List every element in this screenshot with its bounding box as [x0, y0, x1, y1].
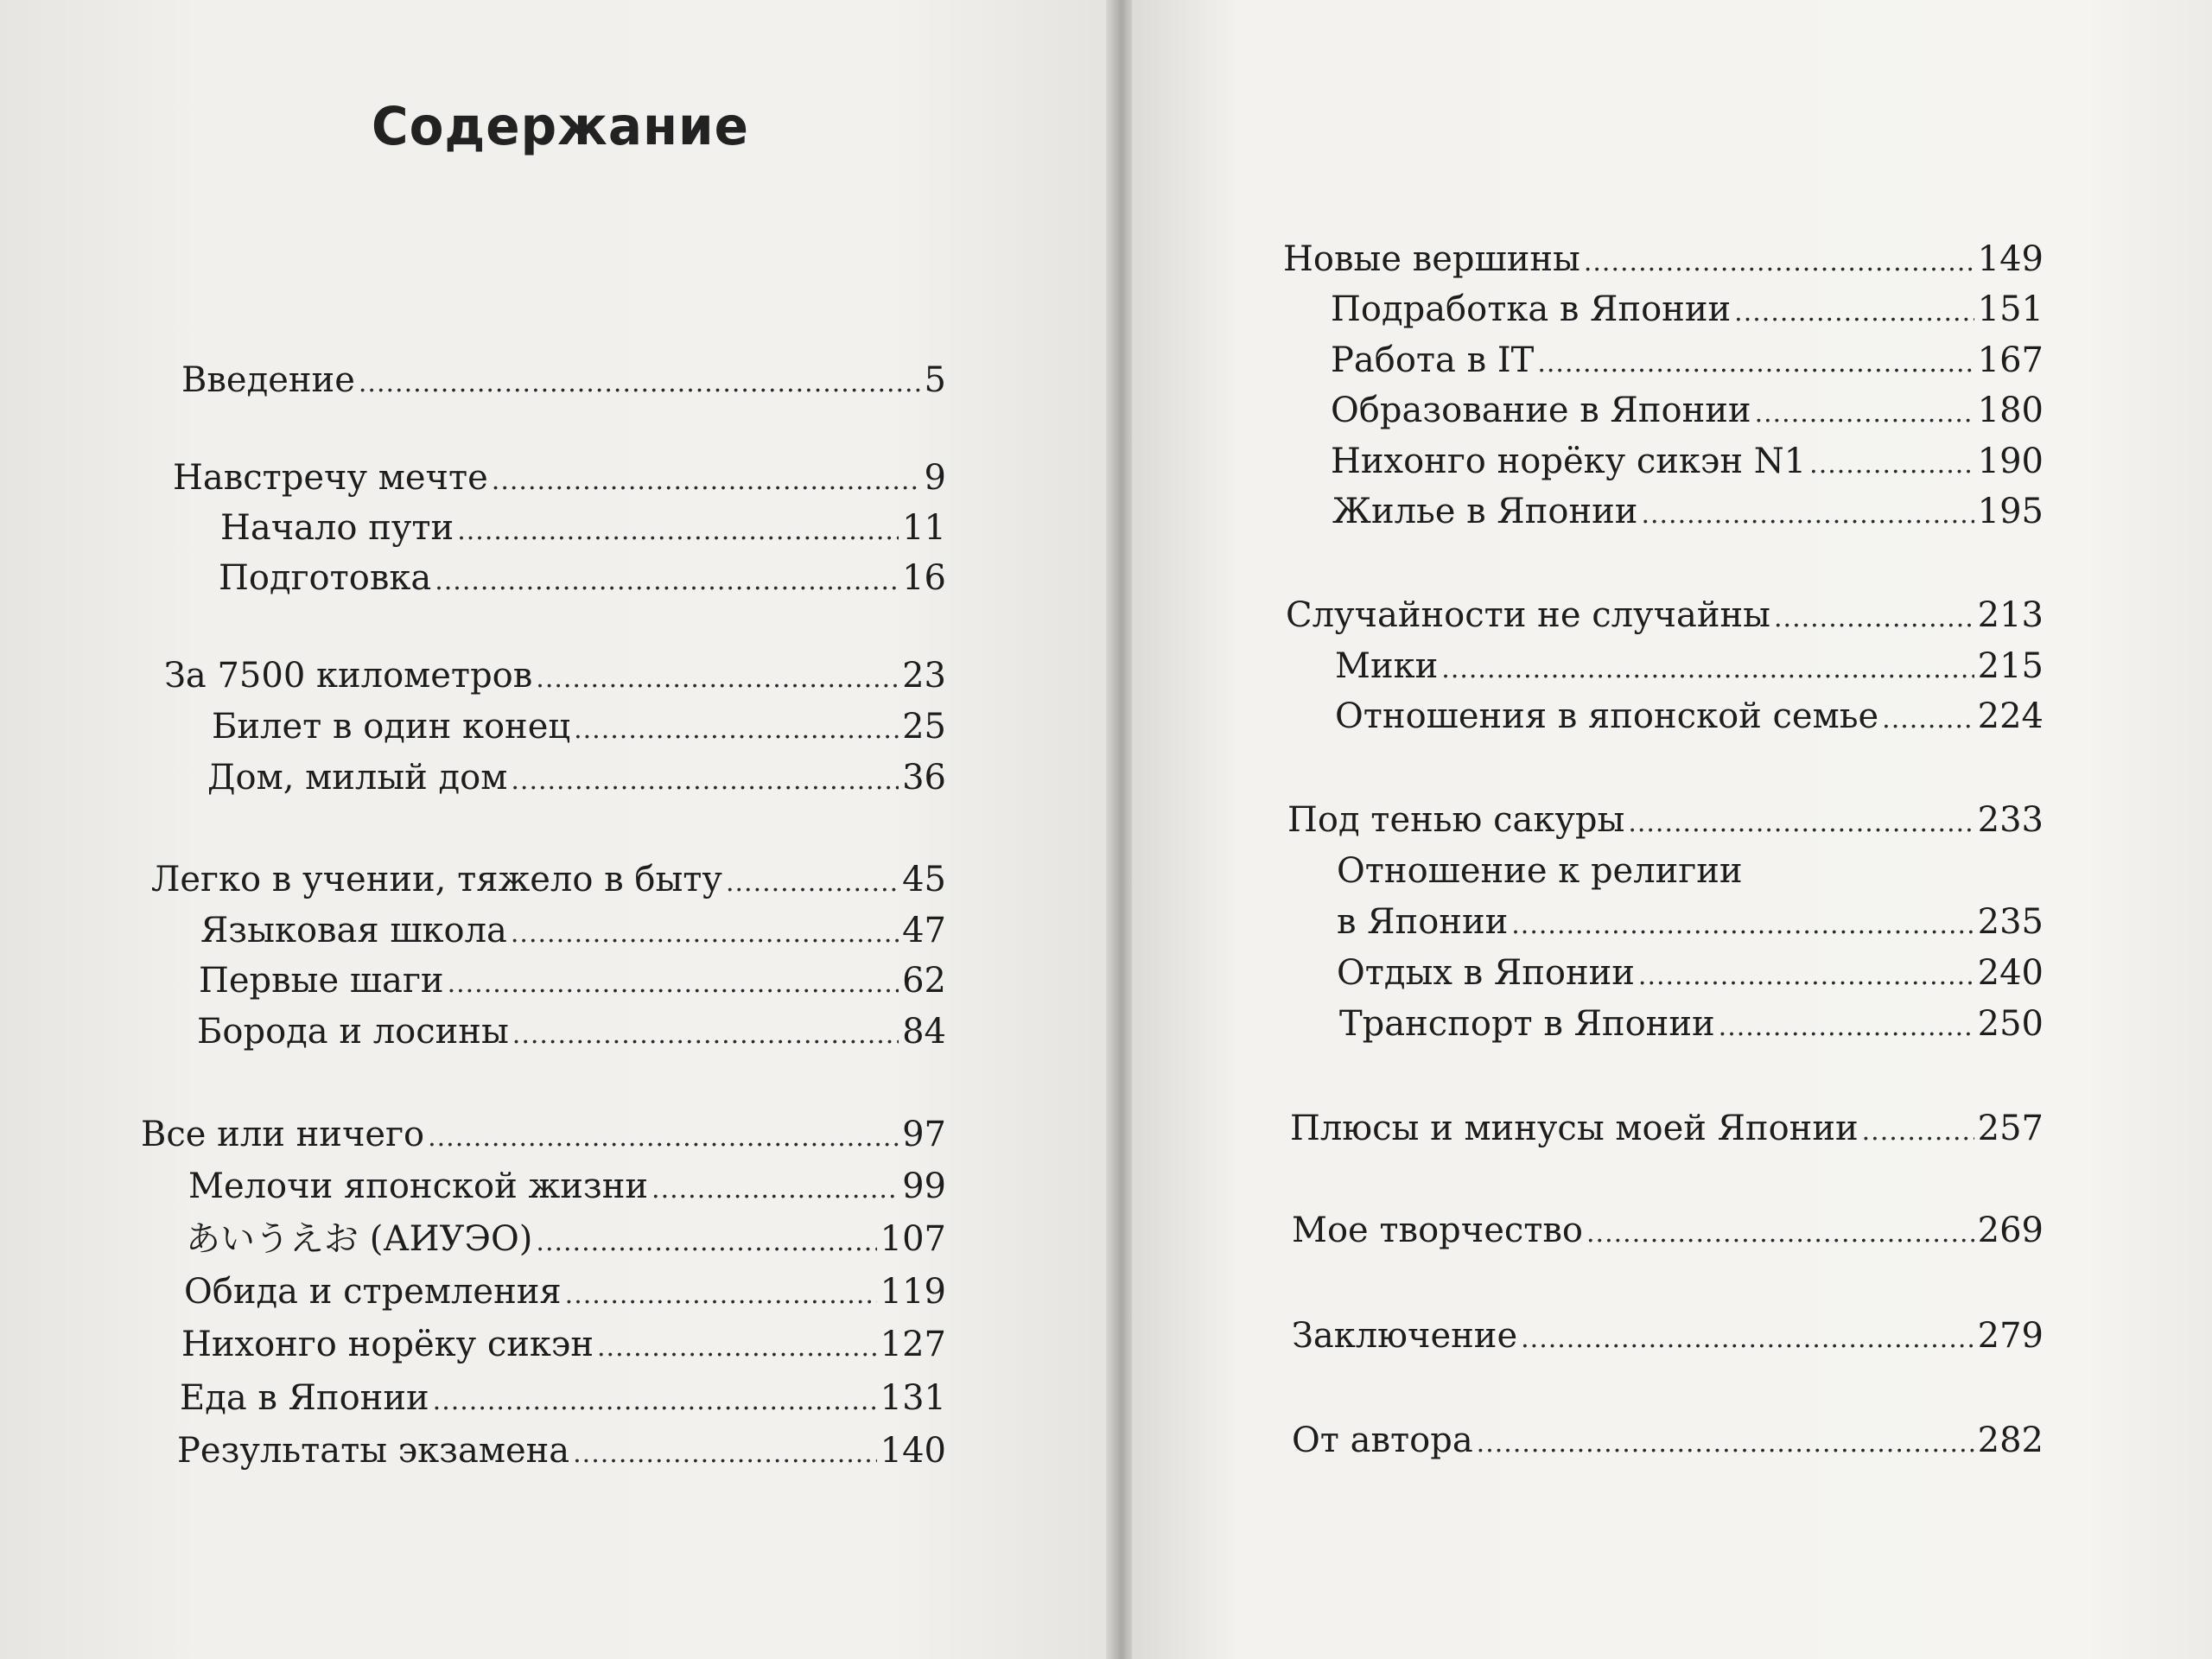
toc-entry[interactable] [1331, 289, 2044, 334]
toc-heading: Содержание [372, 95, 750, 157]
toc-entry-page: 224 [1977, 696, 2044, 736]
dot-leader [1586, 1213, 1974, 1255]
toc-entry[interactable] [1335, 645, 2044, 690]
toc-entry-title: Обида и стремления [184, 1272, 562, 1312]
toc-entry[interactable] [199, 960, 946, 1005]
toc-entry[interactable] [1335, 696, 2044, 741]
toc-entry-title: Первые шаги [199, 961, 444, 1001]
dot-leader [1719, 1007, 1974, 1048]
toc-entry-title: Борода и лосины [197, 1012, 509, 1052]
toc-entry[interactable] [200, 910, 946, 955]
toc-entry-page: 107 [880, 1219, 946, 1259]
dot-leader [433, 1381, 877, 1422]
toc-entry-page: 240 [1977, 953, 2044, 993]
dot-leader [726, 862, 899, 904]
dot-leader [359, 363, 921, 404]
toc-entry-page: 36 [902, 758, 946, 798]
toc-entry-title: Нихонго норёку сикэн [181, 1325, 594, 1364]
toc-entry[interactable] [1292, 1315, 2044, 1360]
toc-entry-page: 233 [1977, 800, 2044, 840]
toc-entry-page: 99 [902, 1166, 946, 1206]
toc-entry[interactable] [1292, 1210, 2044, 1255]
dot-leader [512, 1014, 899, 1056]
toc-entry[interactable] [188, 1166, 946, 1211]
dot-leader [492, 461, 921, 502]
toc-entry-title: Нихонго норёку сикэн N1 [1331, 442, 1807, 481]
toc-entry[interactable] [1331, 340, 2044, 385]
dot-leader [1584, 242, 1974, 283]
toc-entry[interactable] [1337, 952, 2044, 997]
toc-entry-title: Билет в один конец [212, 707, 571, 747]
toc-entry-page: 16 [902, 558, 946, 598]
toc-entry-title: Жилье в Японии [1332, 492, 1638, 531]
dot-leader [652, 1169, 899, 1211]
toc-entry-page: 149 [1977, 239, 2044, 279]
toc-entry-title: Введение [181, 360, 355, 400]
toc-entry-title: Транспорт в Японии [1339, 1004, 1715, 1044]
toc-entry-page: 215 [1977, 646, 2044, 686]
toc-entry[interactable] [151, 859, 946, 904]
toc-entry[interactable] [181, 1324, 946, 1369]
toc-entry-title: Подработка в Японии [1331, 289, 1732, 329]
toc-entry-title: Начало пути [220, 508, 454, 548]
toc-entry-title: Навстречу мечте [173, 458, 488, 498]
toc-entry[interactable] [173, 457, 946, 502]
toc-entry-title: あいうえお (АИУЭО) [186, 1219, 533, 1259]
dot-leader [1641, 494, 1974, 536]
toc-entry-page: 190 [1977, 442, 2044, 481]
dot-leader [1809, 444, 1974, 486]
toc-entry[interactable] [207, 757, 946, 802]
dot-leader [574, 709, 899, 751]
toc-entry[interactable] [1332, 491, 2044, 536]
toc-entry-title: Языковая школа [200, 911, 507, 950]
toc-entry-page: 11 [902, 508, 946, 548]
toc-entry[interactable] [177, 1430, 946, 1475]
toc-entry-page: 140 [880, 1431, 946, 1471]
toc-entry-title: Мое творчество [1292, 1211, 1584, 1250]
toc-entry-title: За 7500 километров [164, 656, 533, 696]
toc-entry[interactable] [180, 1377, 946, 1422]
toc-entry[interactable] [219, 557, 946, 602]
dot-leader [565, 1274, 877, 1316]
dot-leader [1511, 905, 1974, 946]
toc-entry[interactable] [1331, 441, 2044, 486]
dot-leader [1638, 956, 1974, 997]
dot-leader [1477, 1423, 1974, 1465]
toc-entry-page: 250 [1977, 1004, 2044, 1044]
toc-entry-title: Работа в IT [1331, 340, 1535, 380]
toc-entry[interactable] [186, 1218, 946, 1263]
toc-entry-title: в Японии [1337, 902, 1509, 942]
dot-leader [511, 760, 899, 802]
toc-entry-page: 119 [880, 1272, 946, 1312]
toc-entry-page: 84 [902, 1012, 946, 1052]
dot-leader [1882, 699, 1974, 741]
toc-entry-page: 25 [902, 707, 946, 747]
toc-entry[interactable] [1283, 238, 2044, 283]
dot-leader [448, 963, 899, 1005]
toc-entry-page: 167 [1977, 340, 2044, 380]
toc-entry[interactable] [184, 1271, 946, 1316]
toc-entry-title: Новые вершины [1283, 239, 1580, 279]
toc-entry-title: Еда в Японии [180, 1378, 429, 1418]
toc-entry-page: 257 [1977, 1109, 2044, 1148]
toc-entry-title: Под тенью сакуры [1287, 800, 1625, 840]
dot-leader [536, 658, 899, 700]
dot-leader [1537, 343, 1974, 385]
toc-entry-page: 279 [1977, 1316, 2044, 1356]
toc-entry-page: 195 [1977, 492, 2044, 531]
toc-entry-page: 213 [1977, 595, 2044, 635]
toc-entry-title: Мики [1335, 646, 1439, 686]
toc-entry-title: Все или ничего [141, 1115, 425, 1154]
toc-entry[interactable] [1337, 901, 2044, 946]
toc-entry-title: Результаты экзамена [177, 1431, 570, 1471]
toc-entry-title: Подготовка [219, 558, 432, 598]
toc-entry[interactable] [141, 1114, 946, 1159]
toc-entry[interactable] [1286, 594, 2044, 639]
dot-leader [1755, 393, 1974, 435]
toc-entry-page: 282 [1977, 1421, 2044, 1460]
toc-entry-page: 235 [1977, 902, 2044, 942]
toc-entry-title: Отношения в японской семье [1335, 696, 1879, 736]
toc-entry-page: 9 [924, 458, 946, 498]
toc-entry-page: 180 [1977, 391, 2044, 430]
toc-entry-title: Заключение [1292, 1316, 1518, 1356]
dot-leader [573, 1433, 877, 1475]
toc-entry[interactable] [1287, 799, 2044, 844]
toc-entry-page: 5 [924, 360, 946, 400]
toc-entry-page: 127 [880, 1325, 946, 1364]
toc-entry[interactable] [181, 359, 946, 404]
dot-leader [435, 561, 899, 602]
toc-entry-title: Мелочи японской жизни [188, 1166, 649, 1206]
toc-entry-page: 62 [902, 961, 946, 1001]
dot-leader [1521, 1319, 1974, 1360]
dot-leader [1441, 649, 1974, 690]
toc-entry-page: 47 [902, 911, 946, 950]
dot-leader [1774, 598, 1974, 639]
toc-entry[interactable] [164, 655, 946, 700]
toc-entry-title: Отдых в Японии [1337, 953, 1635, 993]
dot-leader [511, 913, 899, 955]
dot-leader [1734, 292, 1974, 334]
toc-entry[interactable] [1331, 390, 2044, 435]
toc-entry[interactable] [1290, 1108, 2044, 1153]
dot-leader [428, 1117, 899, 1159]
toc-entry-title: От автора [1292, 1421, 1473, 1460]
toc-entry-title: Легко в учении, тяжело в быту [151, 860, 722, 899]
toc-entry[interactable] [197, 1011, 946, 1056]
toc-entry-page: 97 [902, 1115, 946, 1154]
toc-entry-title: Дом, милый дом [207, 758, 508, 798]
right-page [1132, 0, 2212, 1659]
toc-entry[interactable] [1339, 1003, 2044, 1048]
toc-entry[interactable] [212, 706, 946, 751]
dot-leader [536, 1222, 876, 1263]
toc-entry-page: 131 [880, 1378, 946, 1418]
dot-leader [1628, 803, 1974, 844]
toc-entry-page: 45 [902, 860, 946, 899]
dot-leader [597, 1327, 877, 1369]
dot-leader [457, 511, 899, 552]
toc-entry-page: 151 [1977, 289, 2044, 329]
toc-entry-title: Случайности не случайны [1286, 595, 1770, 635]
toc-entry-page: 269 [1977, 1211, 2044, 1250]
toc-entry-title: Образование в Японии [1331, 391, 1751, 430]
toc-entry-title-line1[interactable]: Отношение к религии [1337, 851, 1743, 891]
toc-entry-page: 23 [902, 656, 946, 696]
dot-leader [1862, 1111, 1974, 1153]
toc-entry-title: Плюсы и минусы моей Японии [1290, 1109, 1859, 1148]
toc-entry[interactable] [1292, 1420, 2044, 1465]
toc-entry[interactable] [220, 507, 946, 552]
